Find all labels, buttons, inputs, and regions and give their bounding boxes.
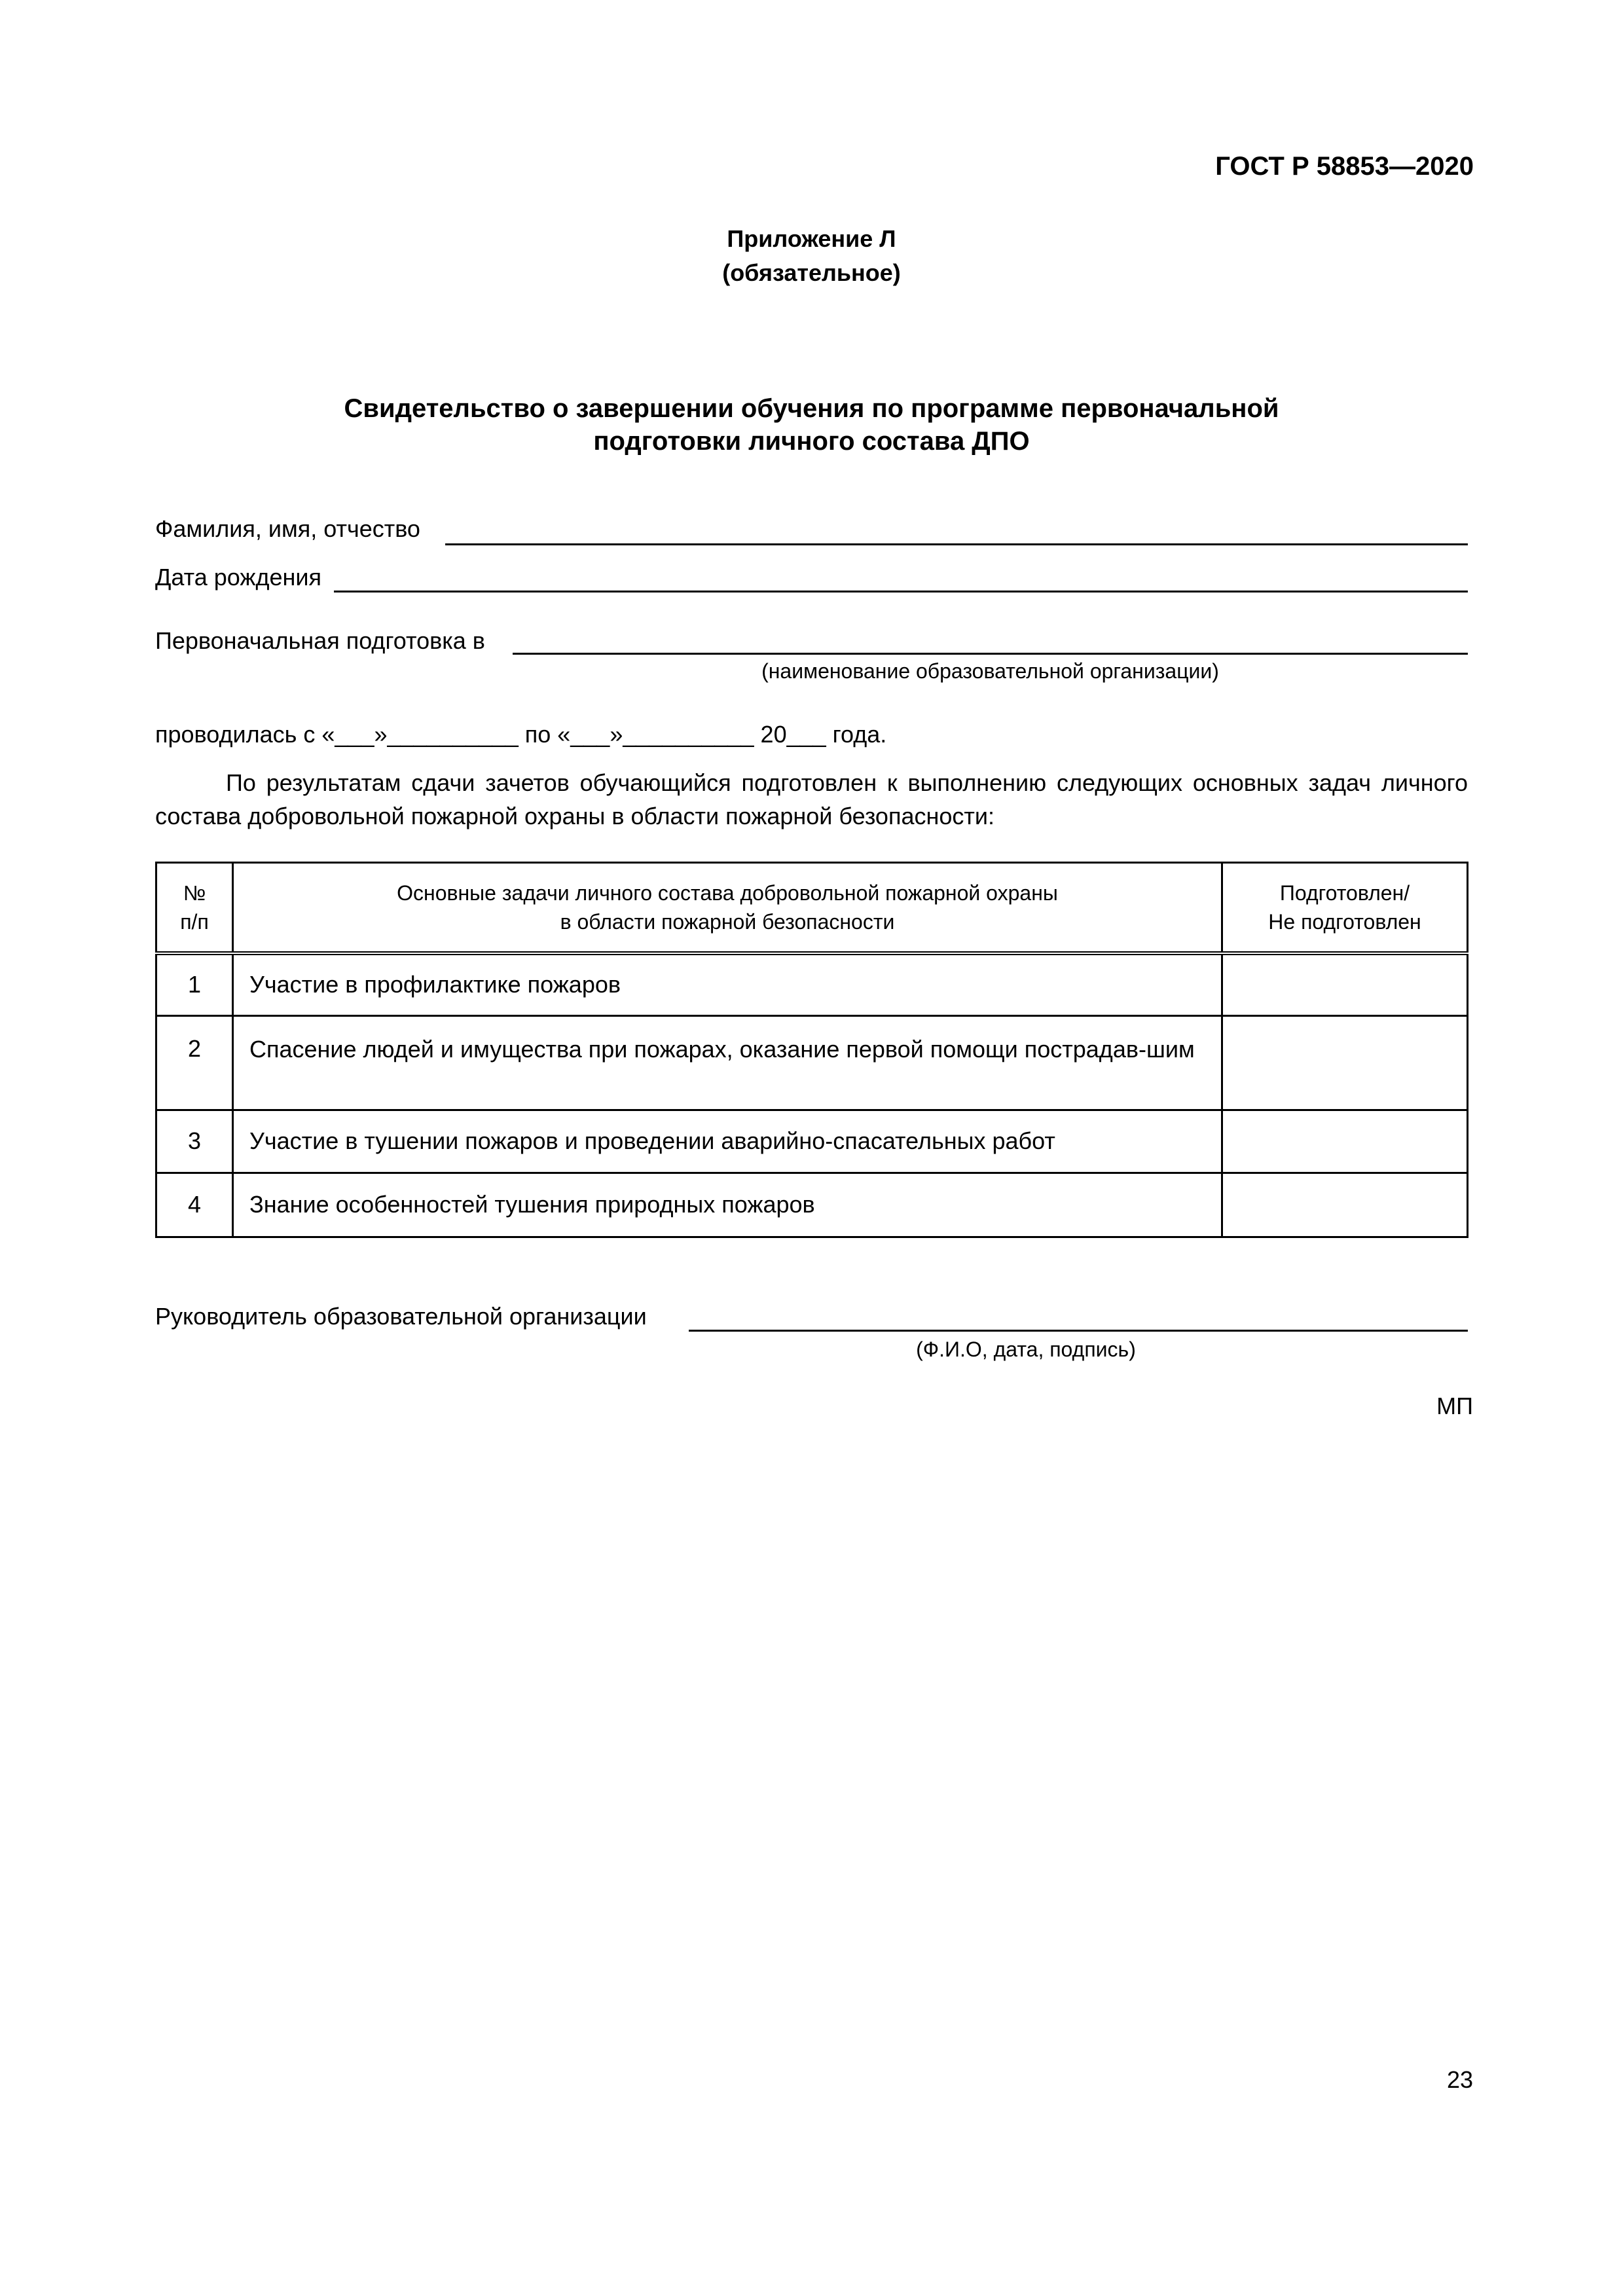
appendix-name: Приложение Л xyxy=(727,225,896,252)
page-number: 23 xyxy=(1446,2066,1473,2093)
tasks-table xyxy=(155,862,1468,1238)
signature-label: Руководитель образовательной организации xyxy=(155,1303,647,1330)
document-standard-number: ГОСТ Р 58853—2020 xyxy=(1215,152,1474,181)
header-num xyxy=(156,863,233,954)
signature-field-line[interactable] xyxy=(689,1330,1468,1332)
row-num: 1 xyxy=(156,953,233,1015)
training-organization-caption: (наименование образовательной организации) xyxy=(761,659,1219,683)
birth-date-label: Дата рождения xyxy=(155,564,321,591)
training-label: Первоначальная подготовка в xyxy=(155,627,485,654)
row-status-cell[interactable] xyxy=(1222,1015,1468,1110)
table-row xyxy=(156,1110,1468,1173)
document-title-line-2: подготовки личного состава ДПО xyxy=(593,427,1030,456)
row-task: Спасение людей и имущества при пожарах, оказание первой помощи пострадав-шим xyxy=(233,1015,1222,1110)
row-num: 2 xyxy=(156,1015,233,1110)
appendix-status: (обязательное) xyxy=(722,259,901,286)
row-status-cell[interactable] xyxy=(1222,1110,1468,1173)
full-name-label: Фамилия, имя, отчество xyxy=(155,515,420,542)
results-paragraph-text: По результатам сдачи зачетов обучающийся подготовлен к выполнению следующих основных задач личного состава добровольной пожарной охраны в области пожарной безопасности: xyxy=(155,769,1468,829)
header-num-line-2: п/п xyxy=(180,910,209,934)
row-status-cell[interactable] xyxy=(1222,1173,1468,1237)
birth-date-field-line[interactable] xyxy=(334,591,1468,592)
row-num: 3 xyxy=(156,1110,233,1173)
training-period-text: проводилась с «___»__________ по «___»__________ 20___ года. xyxy=(155,721,887,748)
table-row xyxy=(156,953,1468,1015)
document-title-line-1: Свидетельство о завершении обучения по программе первоначальной xyxy=(344,394,1279,423)
row-status-cell[interactable] xyxy=(1222,953,1468,1015)
full-name-field-line[interactable] xyxy=(445,543,1468,545)
row-num: 4 xyxy=(156,1173,233,1237)
stamp-placeholder: МП xyxy=(1436,1393,1473,1419)
results-paragraph xyxy=(155,766,1468,833)
row-task: Знание особенностей тушения природных пожаров xyxy=(233,1173,1222,1237)
header-task-line-2: в области пожарной безопасности xyxy=(560,910,895,934)
row-task: Участие в тушении пожаров и проведении аварийно-спасательных работ xyxy=(233,1110,1222,1173)
header-task xyxy=(233,863,1222,954)
header-status-line-2: Не подготовлен xyxy=(1268,910,1421,934)
training-organization-field-line[interactable] xyxy=(513,653,1468,655)
header-num-line-1: № xyxy=(183,881,206,905)
table-row xyxy=(156,1015,1468,1110)
header-task-line-1: Основные задачи личного состава добровольной пожарной охраны xyxy=(397,881,1058,905)
signature-caption: (Ф.И.О, дата, подпись) xyxy=(916,1338,1136,1361)
header-status xyxy=(1222,863,1468,954)
table-row xyxy=(156,1173,1468,1237)
table-header-row xyxy=(156,863,1468,954)
row-task: Участие в профилактике пожаров xyxy=(233,953,1222,1015)
header-status-line-1: Подготовлен/ xyxy=(1279,881,1410,905)
